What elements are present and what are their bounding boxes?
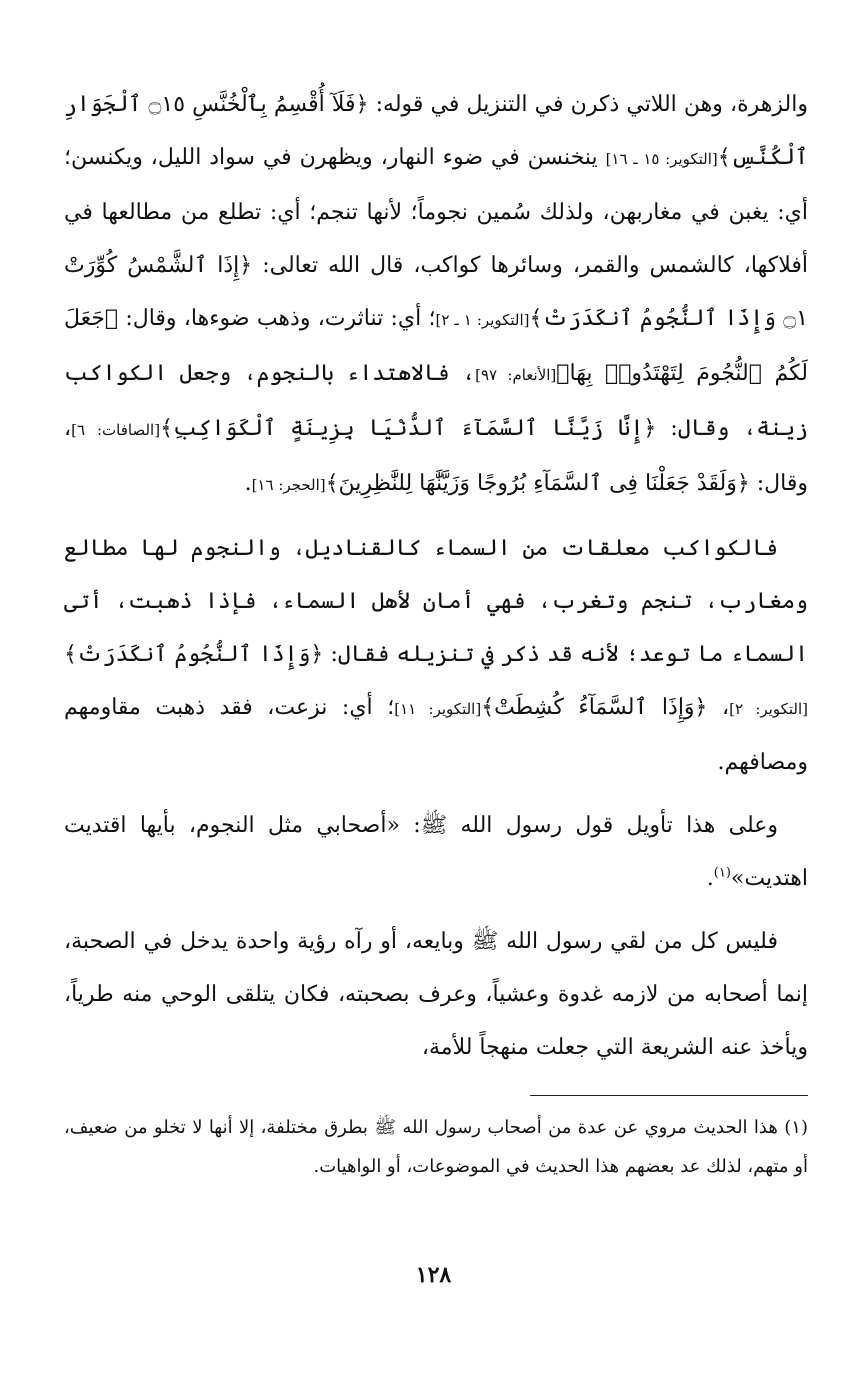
text-run: فليس كل من لقي رسول الله ﷺ وبايعه، أو رآه رؤية واحدة يدخل في الصحبة، إنما أصحابه من لازمه غدوة وعشياً، وعرف بصحبته، فكان يتلقى الوحي منه طرياً، ويأخذ عنه الشريعة التي جعلت منهجاً للأمة، (64, 929, 808, 1060)
text-run: فالكواكب معلقات من السماء كالقناديل، والنجوم لها مطالع ومغارب، تنجم وتغرب، فهي أمان لأهل السماء، فإذا ذهبت، أتى السماء ما توعد؛ لأنه قد ذكر في تنزيله فقال: (64, 536, 808, 667)
text-run: ، وقال: (64, 416, 808, 496)
text-run: ، فالاهتداء بالنجوم، وجعل الكواكب زينة، وقال: (64, 361, 808, 441)
quran-verse: ﴿وَإِذَا ٱلنُّجُومُ ٱنكَدَرَتْ﴾ (64, 642, 324, 667)
verse-reference: [الحجر: ١٦] (251, 476, 326, 494)
quran-verse: ﴿وَلَقَدْ جَعَلْنَا فِى ٱلسَّمَآءِ بُرُوجًا وَزَيَّنَّٰهَا لِلنَّٰظِرِينَ﴾ (325, 471, 750, 496)
paragraph-1 (64, 78, 808, 512)
text-run: والزهرة، وهن اللاتي ذكرن في التنزيل في قوله: (368, 92, 808, 117)
footnote-1 (64, 1108, 808, 1186)
verse-reference: [التكوير: ٢] (729, 700, 809, 718)
footnote-text: هذا الحديث مروي عن عدة من أصحاب رسول الله ﷺ بطرق مختلفة، إلا أنها لا تخلو من ضعيف، أو متهم، لذلك عد بعضهم هذا الحديث في الموضوعات، أو الواهيات. (64, 1117, 808, 1177)
quran-verse: ﴿إِذَا ٱلشَّمْسُ كُوِّرَتْ ۝١ وَإِذَا ٱلنُّجُومُ ٱنكَدَرَتْ﴾ (64, 253, 808, 331)
footnote-marker[interactable]: (١) (713, 865, 731, 881)
text-run: ؛ أي: نزعت، فقد ذهبت مقاومهم ومصافهم. (64, 695, 808, 775)
text-run: ينخنسن في ضوء النهار، ويظهرن في سواد الليل، ويكنسن؛ أي: يغبن في مغاربهن، ولذلك سُمين نجوماً؛ لأنها تنجم؛ أي: تطلع من مطالعها في أفلاكها، كالشمس والقمر، وسائرها كواكب، قال الله تعالى: (64, 145, 808, 278)
paragraph-2 (64, 522, 808, 789)
page-number: ١٢٨ (415, 1262, 452, 1288)
verse-reference: [الأنعام: ٩٧] (475, 366, 557, 384)
text-run: . (244, 471, 252, 496)
verse-reference: [التكوير: ١١] (394, 700, 482, 718)
paragraph-4 (64, 915, 808, 1074)
footnote-separator (530, 1095, 808, 1096)
footnote-number: (١) (784, 1117, 808, 1138)
text-run: ؛ أي: تناثرت، وذهب ضوءها، وقال: (118, 306, 436, 331)
verse-reference: [التكوير: ١٥ ـ ١٦] (605, 150, 718, 168)
quran-verse: ﴿وَإِذَا ٱلسَّمَآءُ كُشِطَتْ﴾ (481, 695, 708, 720)
text-run: . (706, 866, 714, 891)
main-text (64, 78, 808, 1084)
text-run: ، (707, 695, 730, 720)
verse-reference: [التكوير: ١ ـ ٢] (435, 311, 530, 329)
paragraph-3 (64, 799, 808, 905)
text-run: وعلى هذا تأويل قول رسول الله ﷺ: «أصحابي مثل النجوم، بأيها اقتديت اهتديت» (64, 813, 808, 891)
verse-reference: [الصافات: ٦] (71, 421, 161, 439)
quran-verse: ﴿فَلَآ أُقْسِمُ بِٱلْخُنَّسِ ۝١٥ ٱلْجَوَارِ ٱلْكُنَّسِ﴾ (64, 92, 809, 170)
quran-verse: ﴿جَعَلَ لَكُمُ ٱلنُّجُومَ لِتَهْتَدُوا۟ بِهَا﴾ (64, 306, 808, 386)
footnotes (64, 1108, 808, 1186)
quran-verse: ﴿إِنَّا زَيَّنَّا ٱلسَّمَآءَ ٱلدُّنْيَا بِزِينَةٍ ٱلْكَوَاكِبِ﴾ (160, 416, 657, 441)
